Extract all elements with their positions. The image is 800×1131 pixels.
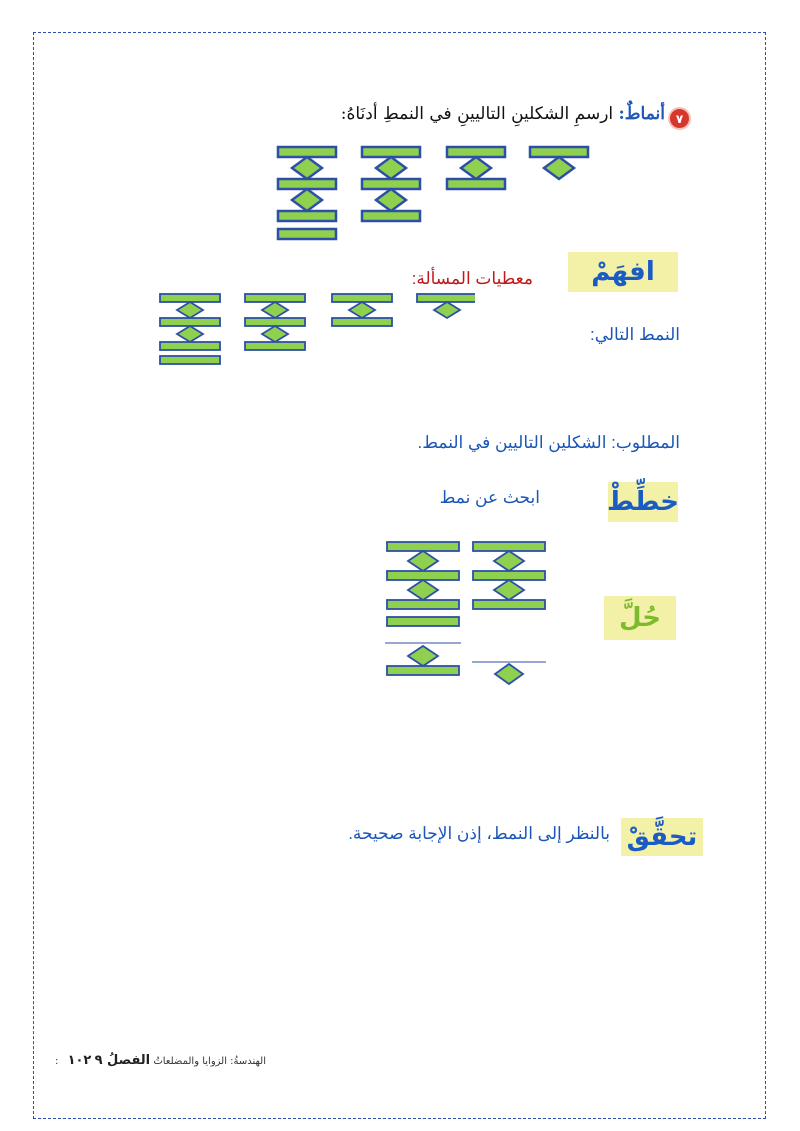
footer-page-number: ١٠٢ [67,1053,92,1068]
solution-diamond [408,646,438,666]
solve-heading: حُلَّ [604,596,676,640]
solution-diamond [495,664,523,684]
solution-diamond [408,551,438,571]
footer-chapter: الفصلُ ٩ [94,1053,151,1068]
givens-label: معطيات المسألة: [411,269,533,288]
required-text: المطلوب: الشكلين التاليين في النمط. [417,433,680,452]
plan-text: ابحث عن نمط [439,488,540,507]
pattern-bar [245,342,305,350]
pattern-bar [417,294,475,302]
solution-figure [382,538,552,693]
pattern-diamond [434,302,460,318]
solution-bar [387,571,459,580]
pattern-diamond [177,326,203,342]
pattern-figure-small [155,290,475,368]
problem-number-badge: ٧ [668,107,691,130]
solution-bar [473,600,545,609]
solution-diamond [494,580,524,600]
pattern-diamond [262,302,288,318]
pattern-bar [332,318,392,326]
pattern-diamond [376,157,406,179]
footer-title: : الهندسةُ: الزوايا والمضلعاتُ [55,1056,266,1067]
check-text: بالنظر إلى النمط، إذن الإجابة صحيحة. [348,824,610,843]
pattern-diamond [461,157,491,179]
pattern-diamond [177,302,203,318]
pattern-bar [160,342,220,350]
solution-bar [387,600,459,609]
solution-bar [387,542,459,551]
solution-diamond [494,551,524,571]
solution-bar [473,571,545,580]
problem-keyword: أنماطٌ: [618,104,665,124]
problem-statement [341,104,665,124]
page-footer [55,1053,266,1068]
solution-bar [387,617,459,626]
solution-bar [473,542,545,551]
pattern-diamond [262,326,288,342]
pattern-bar [278,211,336,221]
pattern-figure-large [270,142,595,242]
pattern-bar [160,294,220,302]
pattern-bar [332,294,392,302]
solution-bar [387,666,459,675]
pattern-diamond [376,189,406,211]
pattern-diamond [349,302,375,318]
understand-heading: افهَمْ [568,252,678,292]
pattern-bar [160,356,220,364]
solution-diamond [408,580,438,600]
pattern-bar [245,318,305,326]
pattern-diamond [292,157,322,179]
pattern-bar [160,318,220,326]
pattern-label: النمط التالي: [589,325,680,344]
pattern-diamond [292,189,322,211]
pattern-bar [447,179,505,189]
pattern-bar [245,294,305,302]
pattern-bar [278,229,336,239]
problem-text: ارسمِ الشكلينِ التاليينِ في النمطِ أدنَاهُ: [340,104,614,124]
plan-heading: خطِّطْ [608,482,678,522]
check-heading: تحقَّقْ [621,818,703,856]
pattern-bar [362,211,420,221]
pattern-diamond [544,157,574,179]
